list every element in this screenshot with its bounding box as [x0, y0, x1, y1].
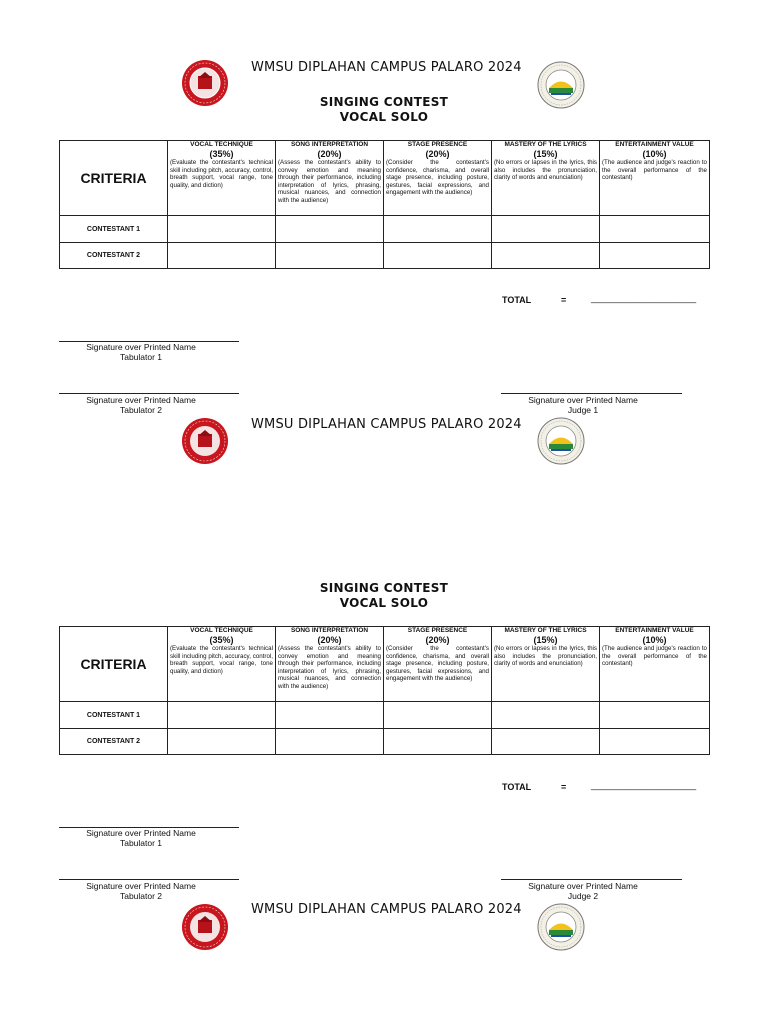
tabulator-1-label: Tabulator 1 — [119, 352, 163, 362]
score-cell[interactable] — [168, 702, 276, 729]
score-cell[interactable] — [168, 243, 276, 269]
score-cell[interactable] — [492, 729, 600, 755]
signature-block-judge-2 — [501, 881, 665, 901]
score-cell[interactable] — [384, 216, 492, 243]
criteria-label: CRITERIA — [60, 141, 168, 216]
signature-caption: Signature over Printed Name — [528, 395, 638, 405]
score-cell[interactable] — [276, 729, 384, 755]
external-studies-seal-icon — [537, 903, 585, 951]
tabulator-2-label: Tabulator 2 — [119, 405, 163, 415]
contestant-2-label: CONTESTANT 2 — [60, 243, 168, 269]
total-label: TOTAL — [502, 295, 532, 305]
signature-block-tabulator-1 — [59, 342, 223, 362]
criterion-mastery-of-lyrics: MASTERY OF THE LYRICS (15%) (No errors or lapses in the lyrics, this also includes the pronunciation, clarity of words and enunciation) — [492, 627, 600, 702]
signature-line-judge-2[interactable] — [501, 879, 682, 880]
criteria-header-row — [60, 627, 710, 702]
total-blank[interactable]: _____________________ — [591, 780, 697, 790]
criteria-header-row — [60, 141, 710, 216]
score-cell[interactable] — [600, 702, 710, 729]
judge-2-label: Judge 2 — [567, 891, 599, 901]
criterion-vocal-technique: VOCAL TECHNIQUE (35%) (Evaluate the contestant's technical skill including pitch, accuracy, control, breath support, vocal range, tone quality, and diction) — [168, 141, 276, 216]
contestant-2-label: CONTESTANT 2 — [60, 729, 168, 755]
signature-block-tabulator-1 — [59, 828, 223, 848]
total-label: TOTAL — [502, 782, 532, 792]
category-title: VOCAL SOLO — [339, 596, 429, 610]
contest-title: SINGING CONTEST — [319, 581, 449, 595]
score-cell[interactable] — [384, 702, 492, 729]
criterion-song-interpretation: SONG INTERPRETATION (20%) (Assess the contestant's ability to convey emotion and meaning through their performance, including interpretation of lyrics, phrasing, musical nuances, and connection with the audience) — [276, 141, 384, 216]
signature-caption: Signature over Printed Name — [86, 881, 196, 891]
wmsu-seal-icon — [181, 417, 229, 465]
score-cell[interactable] — [492, 702, 600, 729]
form-title — [0, 95, 768, 125]
signature-block-tabulator-2 — [59, 881, 223, 901]
score-cell[interactable] — [168, 216, 276, 243]
contestant-1-label: CONTESTANT 1 — [60, 702, 168, 729]
score-cell[interactable] — [492, 216, 600, 243]
signature-line-tabulator-2[interactable] — [59, 393, 239, 394]
table-row — [60, 243, 710, 269]
signature-caption: Signature over Printed Name — [528, 881, 638, 891]
category-title: VOCAL SOLO — [339, 110, 429, 124]
criterion-stage-presence: STAGE PRESENCE (20%) (Consider the contestant's confidence, charisma, and overall stage presence, including posture, gestures, facial expressions, and engagement with the audience) — [384, 141, 492, 216]
signature-line-tabulator-2[interactable] — [59, 879, 239, 880]
campus-header: WMSU DIPLAHAN CAMPUS PALARO 2024 — [251, 60, 522, 75]
signature-caption: Signature over Printed Name — [86, 342, 196, 352]
score-cell[interactable] — [600, 216, 710, 243]
table-row — [60, 702, 710, 729]
criteria-table — [59, 626, 710, 755]
external-studies-seal-icon — [537, 417, 585, 465]
total-equals: = — [561, 295, 567, 305]
campus-footer: WMSU DIPLAHAN CAMPUS PALARO 2024 — [251, 417, 522, 432]
table-row — [60, 216, 710, 243]
criterion-entertainment-value: ENTERTAINMENT VALUE (10%) (The audience and judge's reaction to the overall performance of the contestant) — [600, 141, 710, 216]
table-row — [60, 729, 710, 755]
score-cell[interactable] — [384, 243, 492, 269]
total-blank[interactable]: _____________________ — [591, 293, 697, 303]
judge-1-label: Judge 1 — [567, 405, 599, 415]
tabulator-1-label: Tabulator 1 — [119, 838, 163, 848]
signature-block-judge-1 — [501, 395, 665, 415]
score-cell[interactable] — [384, 729, 492, 755]
score-cell[interactable] — [276, 243, 384, 269]
criterion-vocal-technique: VOCAL TECHNIQUE (35%) (Evaluate the contestant's technical skill including pitch, accuracy, control, breath support, vocal range, tone quality, and diction) — [168, 627, 276, 702]
score-cell[interactable] — [276, 216, 384, 243]
score-cell[interactable] — [276, 702, 384, 729]
criteria-table — [59, 140, 710, 269]
wmsu-seal-icon — [181, 903, 229, 951]
total-equals: = — [561, 782, 567, 792]
campus-footer: WMSU DIPLAHAN CAMPUS PALARO 2024 — [251, 902, 522, 917]
score-cell[interactable] — [492, 243, 600, 269]
criterion-song-interpretation: SONG INTERPRETATION (20%) (Assess the contestant's ability to convey emotion and meaning through their performance, including interpretation of lyrics, phrasing, musical nuances, and connection with the audience) — [276, 627, 384, 702]
signature-block-tabulator-2 — [59, 395, 223, 415]
criterion-entertainment-value: ENTERTAINMENT VALUE (10%) (The audience and judge's reaction to the overall performance of the contestant) — [600, 627, 710, 702]
score-cell[interactable] — [168, 729, 276, 755]
criterion-stage-presence: STAGE PRESENCE (20%) (Consider the contestant's confidence, charisma, and overall stage presence, including posture, gestures, facial expressions, and engagement with the audience) — [384, 627, 492, 702]
signature-caption: Signature over Printed Name — [86, 395, 196, 405]
form-title — [0, 581, 768, 611]
contestant-1-label: CONTESTANT 1 — [60, 216, 168, 243]
criterion-mastery-of-lyrics: MASTERY OF THE LYRICS (15%) (No errors or lapses in the lyrics, this also includes the pronunciation, clarity of words and enunciation) — [492, 141, 600, 216]
signature-line-judge-1[interactable] — [501, 393, 682, 394]
tabulator-2-label: Tabulator 2 — [119, 891, 163, 901]
criteria-label: CRITERIA — [60, 627, 168, 702]
contest-title: SINGING CONTEST — [319, 95, 449, 109]
score-cell[interactable] — [600, 729, 710, 755]
signature-caption: Signature over Printed Name — [86, 828, 196, 838]
score-cell[interactable] — [600, 243, 710, 269]
